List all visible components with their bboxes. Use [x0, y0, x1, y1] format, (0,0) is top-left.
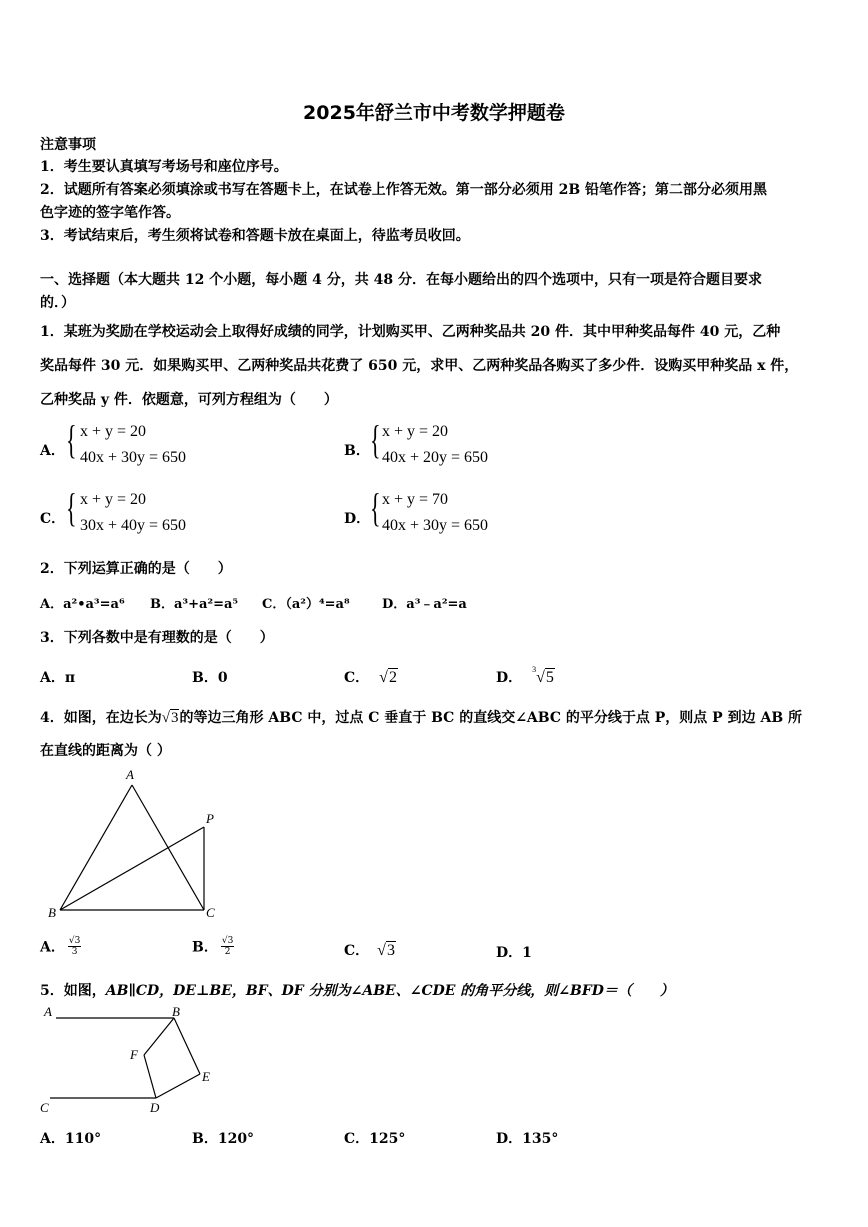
- q3-option-c: C． √2: [344, 669, 397, 686]
- q1-stem: 1．某班为奖励在学校运动会上取得好成绩的同学，计划购买甲、乙两种奖品共 20 件．其中甲种奖品每件 40 元，乙种: [40, 324, 781, 340]
- label-f: F: [130, 1047, 138, 1062]
- q2-option-b: B．a³+a²=a⁵: [150, 597, 239, 612]
- section-heading-cont: 的．）: [40, 295, 75, 311]
- q4-option-a: [40, 936, 81, 957]
- q3-option-c-label: C．: [344, 670, 370, 686]
- label-c: C: [40, 1100, 49, 1115]
- q2-option-c: C．（a²）⁴=a⁸: [262, 597, 350, 612]
- q4-option-b-numerator: √3: [221, 936, 234, 946]
- q2-option-d: D．a³﹣a²=a: [382, 597, 467, 612]
- q3-option-a: A．π: [40, 670, 76, 686]
- q4-stem-part: 的等边三角形 ABC 中，过点 C 垂直于 BC 的直线交∠ABC 的平分线于点 P，则点 P 到边 AB 所: [179, 710, 803, 726]
- q4-option-b-label: B．: [192, 939, 218, 956]
- notice-item: 2．试题所有答案必须填涂或书写在答题卡上，在试卷上作答无效。第一部分必须用 2B 铅笔作答；第二部分必须用黑: [40, 182, 768, 198]
- notice-heading: 注意事项: [40, 137, 96, 153]
- q3-option-d-index: 3: [532, 665, 537, 674]
- q4-stem: 在直线的距离为（ ）: [40, 743, 171, 759]
- label-e: E: [202, 1069, 210, 1084]
- label-a: A: [44, 1004, 52, 1019]
- brace: {: [66, 485, 77, 530]
- brace: {: [370, 485, 381, 530]
- q4-side-length: 3: [170, 710, 179, 726]
- q5-option-a: A．110°: [40, 1131, 102, 1147]
- notice-item: 3．考试结束后，考生须将试卷和答题卡放在桌面上，待监考员收回。: [40, 228, 470, 244]
- brace: {: [66, 417, 77, 462]
- q1-option-eq: 40x + 30y = 650: [382, 517, 489, 534]
- q3-option-d-label: D．: [496, 670, 523, 686]
- q4-option-b: [192, 936, 234, 957]
- q5-parallel-lines-figure: [38, 1000, 238, 1118]
- q1-option-eq: x + y = 20: [80, 491, 147, 508]
- q4-option-c: C． √3: [344, 942, 395, 959]
- q4-option-a-denominator: 3: [71, 947, 78, 957]
- label-a: A: [126, 767, 134, 782]
- q1-option-eq: 40x + 20y = 650: [382, 449, 489, 466]
- q4-option-b-denominator: 2: [224, 947, 231, 957]
- page-title: 2025年舒兰市中考数学押题卷: [303, 102, 565, 124]
- label-b: B: [48, 905, 56, 920]
- q5-option-c: C．125°: [344, 1131, 406, 1147]
- q4-stem-part: 4．如图，在边长为: [40, 710, 162, 726]
- q4-option-c-value: 3: [386, 942, 395, 959]
- q1-option-eq: 40x + 30y = 650: [80, 449, 187, 466]
- q3-option-c-value: 2: [388, 669, 397, 686]
- q5-stem: [40, 980, 674, 1000]
- q5-stem-prefix: 5．如图，: [40, 983, 106, 999]
- q3-option-d-value: 5: [545, 669, 554, 686]
- q1-stem: 乙种奖品 y 件．依题意，可列方程组为（ ）: [40, 392, 338, 408]
- q4-option-c-label: C．: [344, 943, 370, 959]
- q5-option-d: D．135°: [496, 1131, 559, 1147]
- q3-option-d: D．$^3$√5: [496, 665, 554, 686]
- q4-triangle-figure: [40, 765, 230, 925]
- q1-option-label: C．: [40, 511, 66, 527]
- q5-option-b: B．120°: [192, 1131, 255, 1147]
- q1-stem: 奖品每件 30 元．如果购买甲、乙两种奖品共花费了 650 元，求甲、乙两种奖品各购买了多少件．设购买甲种奖品 x 件，: [40, 358, 799, 374]
- q5-stem-body: AB∥CD，DE⊥BE，BF、DF 分别为∠ABE、∠CDE 的角平分线，则∠BFD＝（ ）: [105, 983, 674, 999]
- label-p: P: [206, 811, 214, 826]
- brace: {: [370, 417, 381, 462]
- notice-item: 色字迹的签字笔作答。: [40, 205, 180, 221]
- q3-stem: 3．下列各数中是有理数的是（ ）: [40, 630, 274, 646]
- q1-option-eq: x + y = 20: [382, 423, 449, 440]
- q1-option-eq: x + y = 20: [80, 423, 147, 440]
- notice-item: 1．考生要认真填写考场号和座位序号。: [40, 159, 288, 175]
- label-b: B: [172, 1004, 180, 1019]
- q1-option-eq: 30x + 40y = 650: [80, 517, 187, 534]
- q1-option-label: B．: [344, 443, 370, 459]
- label-d: D: [150, 1100, 160, 1115]
- q4-option-a-numerator: √3: [68, 936, 81, 946]
- q3-option-b: B．0: [192, 670, 228, 686]
- label-c: C: [206, 905, 215, 920]
- section-heading: 一、选择题（本大题共 12 个小题，每小题 4 分，共 48 分．在每小题给出的四个选项中，只有一项是符合题目要求: [40, 272, 762, 288]
- q1-option-label: D．: [344, 511, 371, 527]
- q1-option-eq: x + y = 70: [382, 491, 449, 508]
- q2-option-a: A．a²•a³=a⁶: [40, 597, 125, 612]
- q4-stem: 4．如图，在边长为√3的等边三角形 ABC 中，过点 C 垂直于 BC 的直线交∠ABC 的平分线于点 P，则点 P 到边 AB 所: [40, 710, 803, 726]
- q4-option-d: D．1: [496, 945, 532, 961]
- q4-option-a-label: A．: [40, 939, 65, 956]
- q1-option-label: A．: [40, 443, 65, 459]
- q2-stem: 2．下列运算正确的是（ ）: [40, 561, 232, 577]
